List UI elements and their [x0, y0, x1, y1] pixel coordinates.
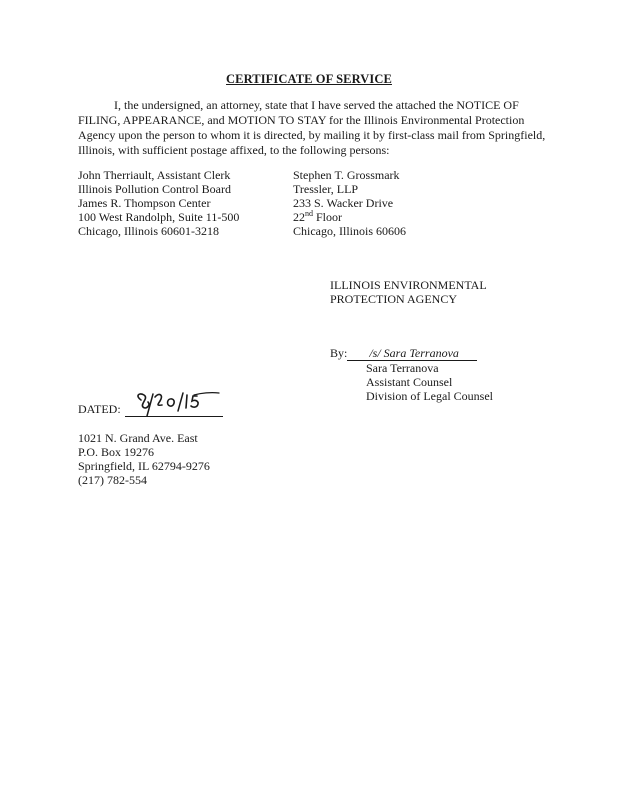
dated-label: DATED:: [78, 402, 121, 416]
dated-line: [125, 400, 223, 417]
signer-division: Division of Legal Counsel: [366, 389, 493, 403]
handwritten-date-icon: [131, 390, 227, 418]
electronic-signature: /s/ Sara Terranova: [369, 346, 459, 360]
by-label: By:: [330, 346, 348, 360]
agency-name: [330, 278, 487, 306]
recipient-clerk-address: [78, 168, 239, 238]
dated-row: [78, 400, 223, 417]
floor-number: 22: [293, 210, 305, 224]
recipient-grossmark-address: [293, 168, 406, 238]
address-line: Illinois Pollution Control Board: [78, 182, 232, 196]
address-line: 100 West Randolph, Suite 11-500: [78, 210, 240, 224]
address-line: John Therriault, Assistant Clerk: [78, 168, 231, 182]
office-line: (217) 782-554: [78, 473, 147, 487]
signature-block: [330, 346, 493, 403]
address-line: Tressler, LLP: [293, 182, 359, 196]
office-line: Springfield, IL 62794-9276: [78, 459, 210, 473]
office-line: P.O. Box 19276: [78, 445, 155, 459]
address-line: 233 S. Wacker Drive: [293, 196, 394, 210]
address-line: Stephen T. Grossmark: [293, 168, 400, 182]
signer-position: Assistant Counsel: [366, 375, 453, 389]
address-line: Chicago, Illinois 60601-3218: [78, 224, 219, 238]
address-line-floor: [293, 210, 406, 224]
agency-line: PROTECTION AGENCY: [330, 292, 458, 306]
signature-row: [330, 346, 493, 361]
signature-line: [347, 347, 477, 361]
address-line: Chicago, Illinois 60606: [293, 224, 406, 238]
document-title: CERTIFICATE OF SERVICE: [226, 72, 392, 86]
agency-line: ILLINOIS ENVIRONMENTAL: [330, 278, 487, 292]
office-address: [78, 431, 210, 487]
floor-word: Floor: [313, 210, 343, 224]
office-line: 1021 N. Grand Ave. East: [78, 431, 198, 445]
certificate-body: I, the undersigned, an attorney, state that I have served the attached the NOTICE OF FILING, APPEARANCE, and MOTION TO STAY for the Illinois Environmental Protection Agency upon the person to whom it is directed, by mailing it by first-class mail from Springfield, Illinois, with sufficient postage affixed, to the following persons:: [78, 98, 546, 157]
signer-name: Sara Terranova: [366, 361, 439, 375]
floor-suffix: nd: [305, 209, 313, 218]
address-line: James R. Thompson Center: [78, 196, 211, 210]
